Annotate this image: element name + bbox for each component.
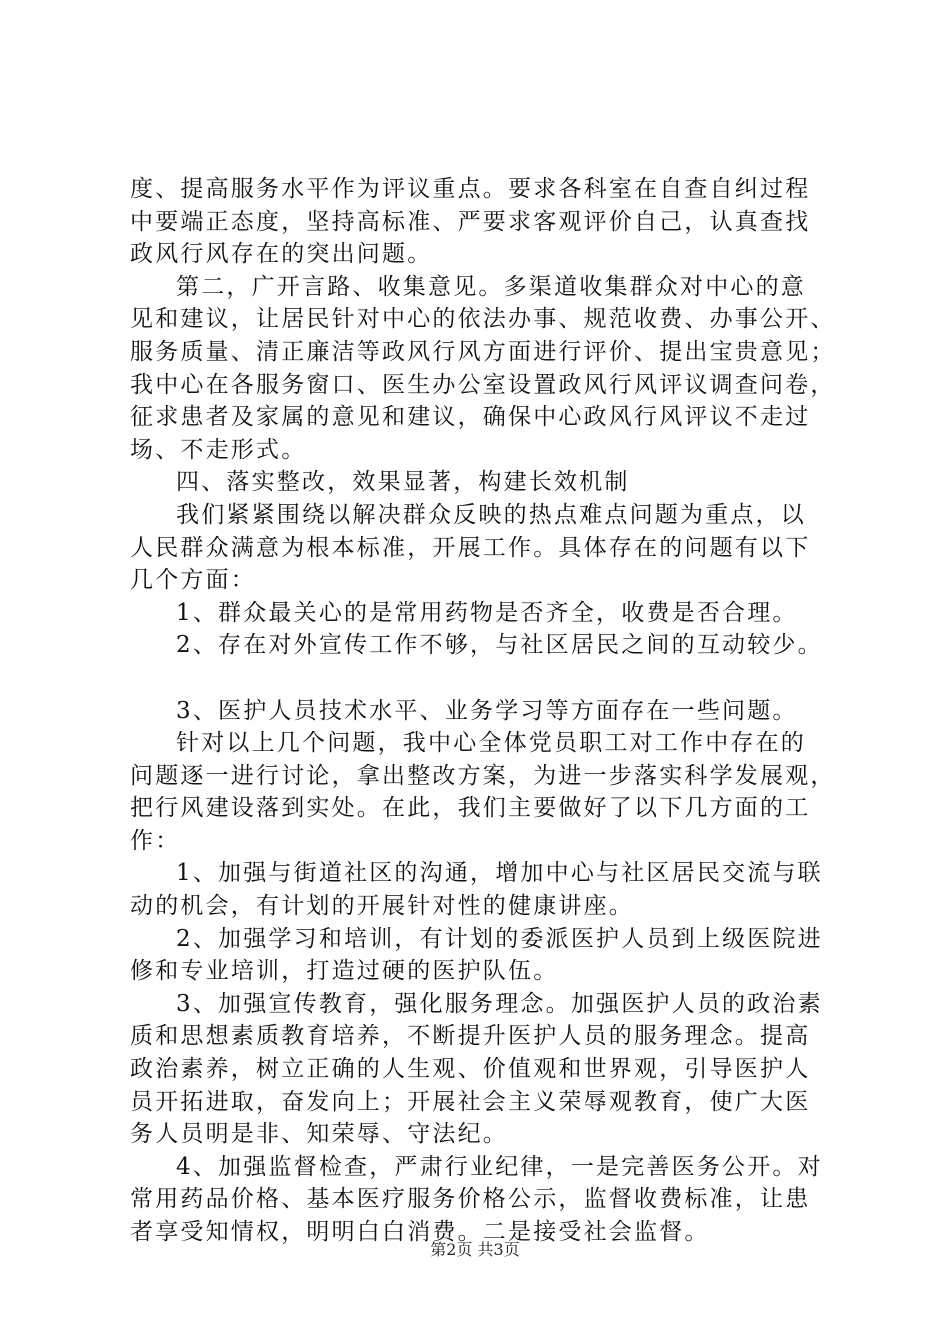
text-line: 我中心在各服务窗口、医生办公室设置政风行风评议调查问卷，	[130, 371, 836, 398]
text-line: 政风行风存在的突出问题。	[130, 241, 433, 268]
text-line: 者享受知情权，明明白白消费。二是接受社会监督。	[130, 1219, 710, 1245]
list-item: 1、群众最关心的是常用药物是否齐全，收费是否合理。	[176, 599, 798, 626]
text-line: 场、不走形式。	[130, 436, 307, 463]
text-line: 中要端正态度，坚持高标准、严要求客观评价自己，认真查找	[130, 208, 811, 235]
text-line: 动的机会，有计划的开展针对性的健康讲座。	[130, 893, 634, 920]
text-line: 政治素养，树立正确的人生观、价值观和世界观，引导医护人	[130, 1056, 811, 1083]
text-line: 度、提高服务水平作为评议重点。要求各科室在自查自纠过程	[130, 176, 811, 202]
list-item: 3、医护人员技术水平、业务学习等方面存在一些问题。	[176, 697, 798, 724]
section-heading: 四、落实整改，效果显著，构建长效机制	[176, 469, 630, 496]
body-text	[130, 173, 836, 1249]
list-item: 1、加强与街道社区的沟通，增加中心与社区居民交流与联	[176, 860, 823, 887]
blank-line	[130, 662, 830, 695]
text-line: 几个方面：	[130, 567, 256, 594]
text-line: 修和专业培训，打造过硬的医护队伍。	[130, 958, 559, 985]
text-line: 员开拓进取，奋发向上；开展社会主义荣辱观教育，使广大医	[130, 1088, 811, 1115]
text-line: 见和建议，让居民针对中心的依法办事、规范收费、办事公开、	[130, 306, 836, 333]
text-line: 把行风建设落到实处。在此，我们主要做好了以下几方面的工	[130, 795, 811, 822]
text-line: 第二，广开言路、收集意见。多渠道收集群众对中心的意	[176, 273, 806, 300]
text-line: 常用药品价格、基本医疗服务价格公示，监督收费标准，让患	[130, 1186, 811, 1213]
text-line: 针对以上几个问题，我中心全体党员职工对工作中存在的	[176, 730, 806, 757]
list-item: 4、加强监督检查，严肃行业纪律，一是完善医务公开。对	[176, 1153, 823, 1180]
text-line: 问题逐一进行讨论，拿出整改方案，为进一步落实科学发展观，	[130, 762, 836, 789]
list-item: 2、存在对外宣传工作不够，与社区居民之间的互动较少。	[176, 632, 823, 659]
text-line: 征求患者及家属的意见和建议，确保中心政风行风评议不走过	[130, 404, 811, 431]
text-line: 人民群众满意为根本标准，开展工作。具体存在的问题有以下	[130, 534, 811, 561]
text-line: 我们紧紧围绕以解决群众反映的热点难点问题为重点，以	[176, 501, 806, 528]
page-footer: 第2页 共3页	[430, 1240, 520, 1259]
list-item: 3、加强宣传教育，强化服务理念。加强医护人员的政治素	[176, 990, 823, 1017]
text-line: 作：	[130, 827, 181, 854]
text-line: 质和思想素质教育培养，不断提升医护人员的服务理念。提高	[130, 1023, 811, 1050]
list-item: 2、加强学习和培训，有计划的委派医护人员到上级医院进	[176, 925, 823, 952]
text-line: 服务质量、清正廉洁等政风行风方面进行评价、提出宝贵意见；	[130, 338, 836, 365]
text-line: 务人员明是非、知荣辱、守法纪。	[130, 1121, 508, 1148]
